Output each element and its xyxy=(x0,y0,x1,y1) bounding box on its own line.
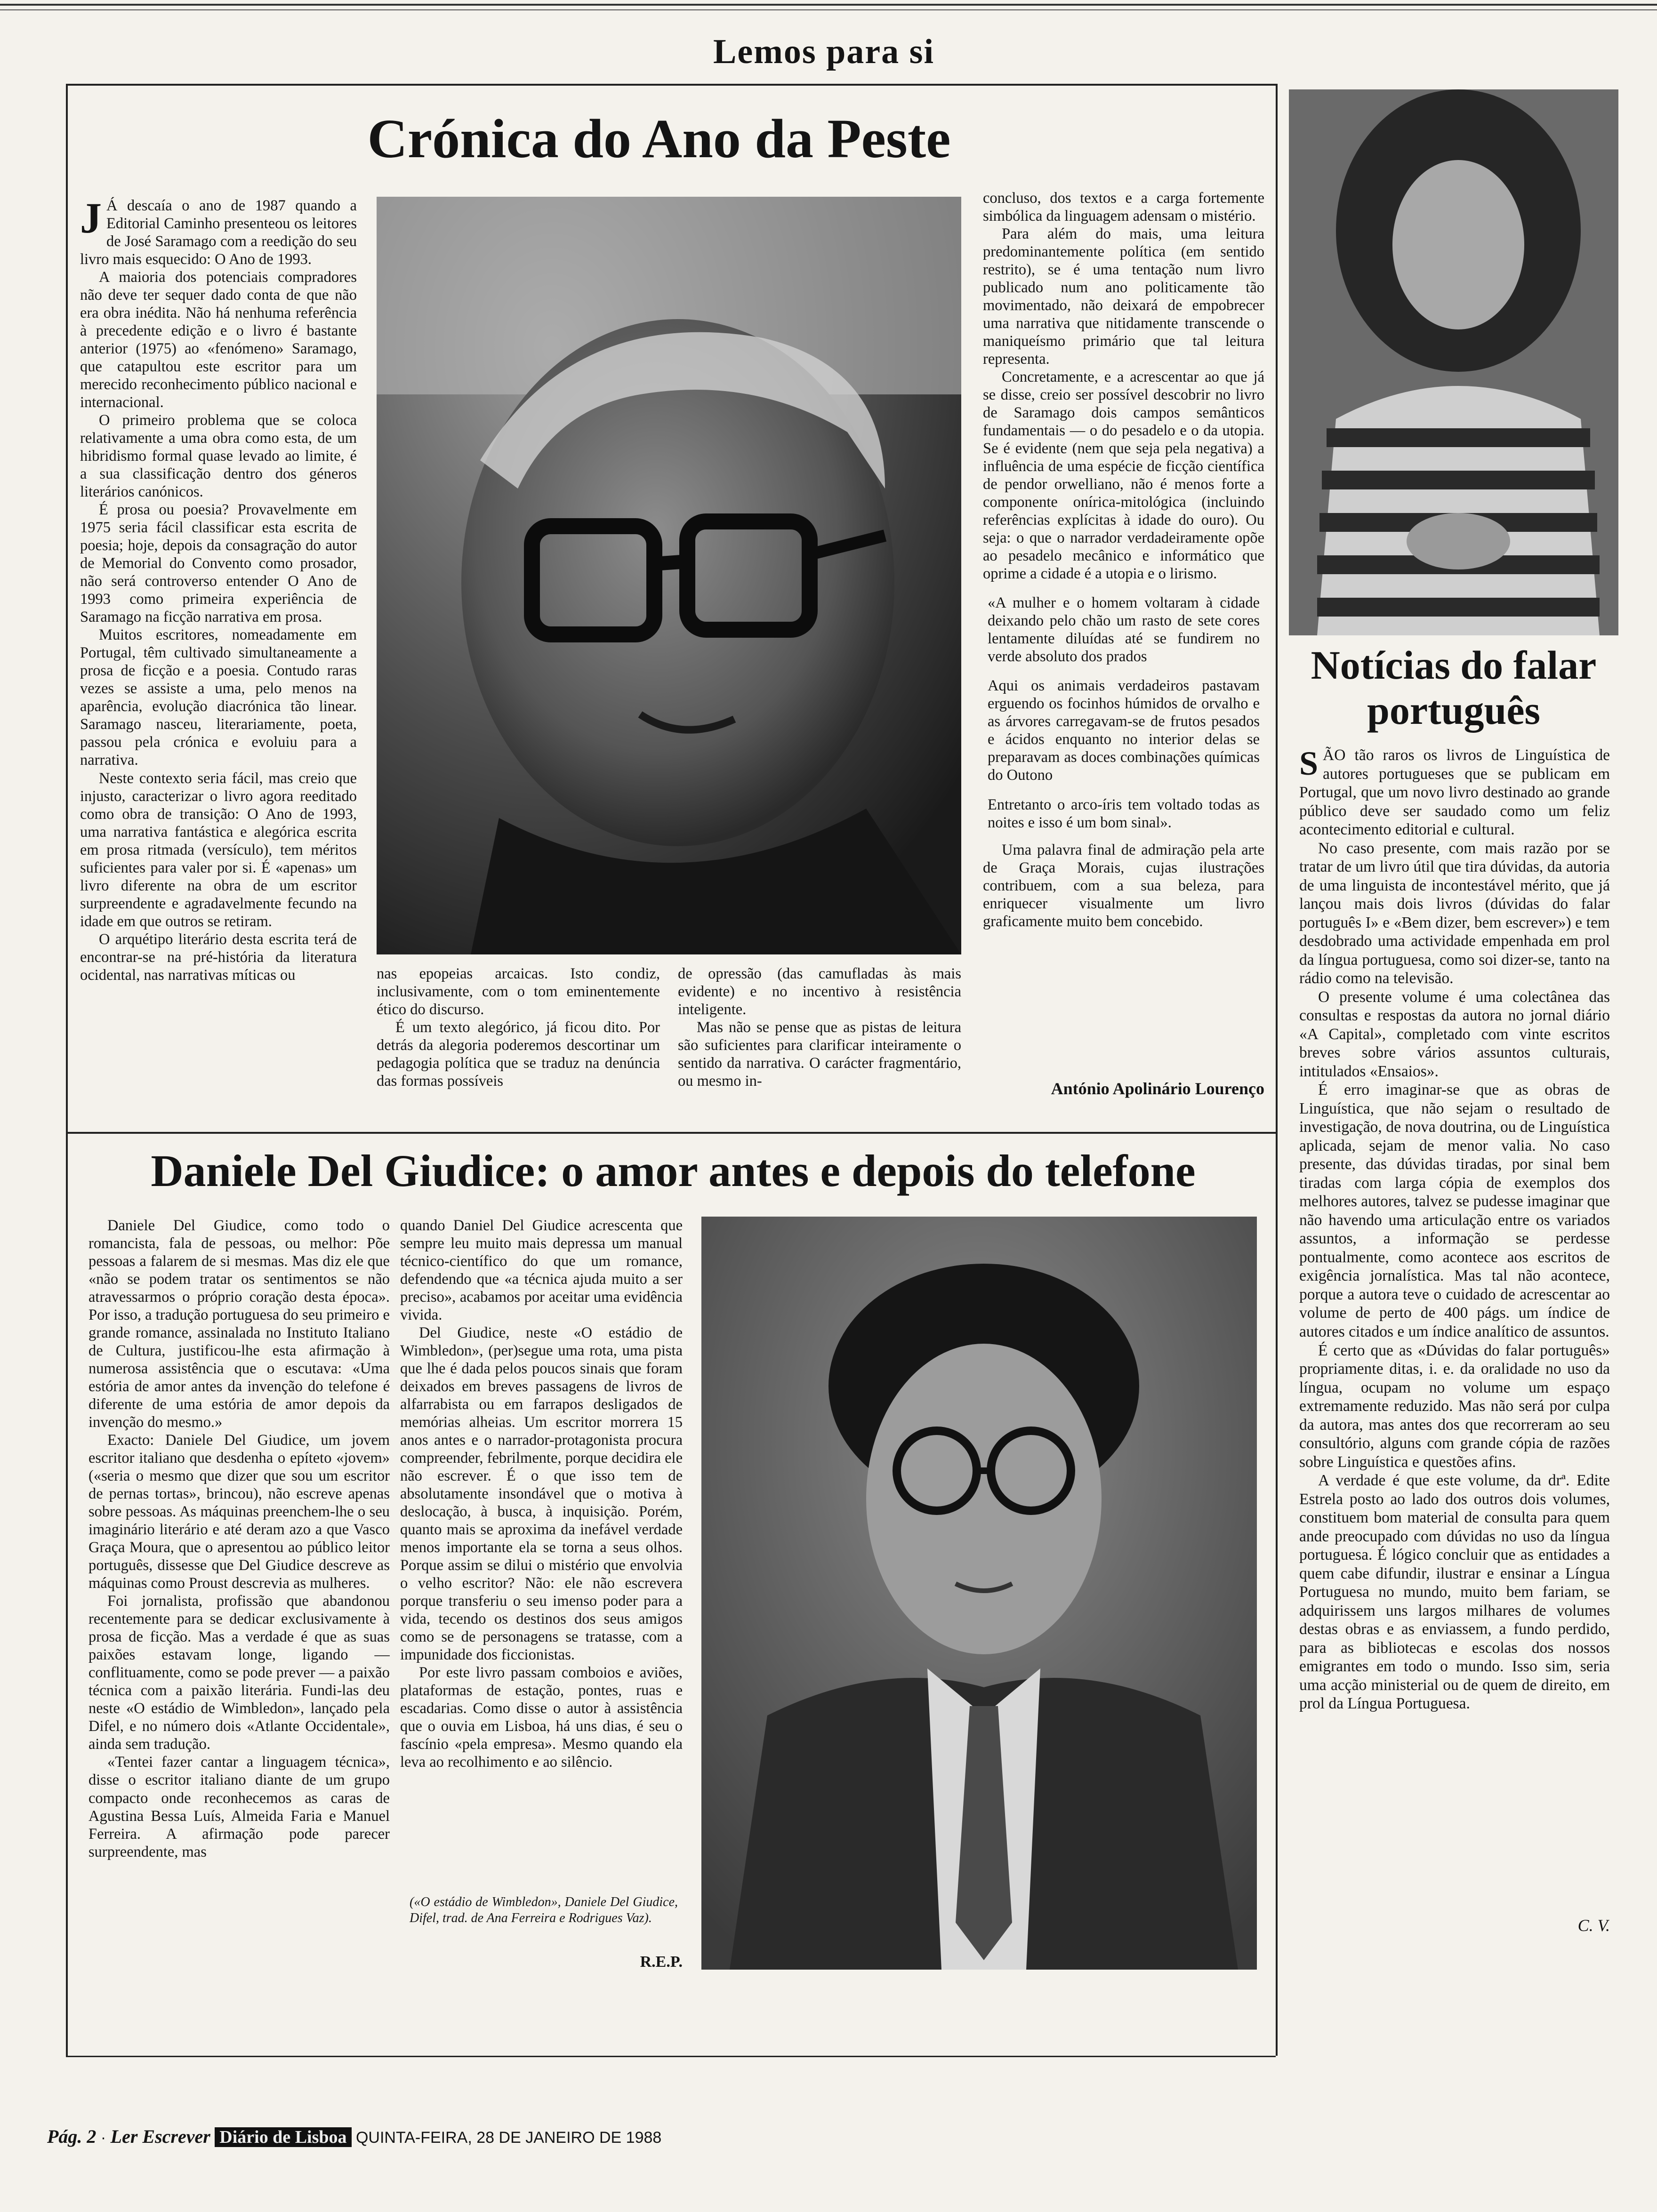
issue-date: QUINTA-FEIRA, 28 DE JANEIRO DE 1988 xyxy=(355,2129,662,2147)
drop-cap: S xyxy=(1299,746,1319,782)
quotation: Aqui os animais verdadeiros pastavam erguendo os focinhos húmidos de orvalho e as árvores carregavam-se de frutos pesados e ácidos enquanto no interior delas se preparavam as doces combinações químicas do Outono xyxy=(988,677,1260,784)
article1-column-4 xyxy=(983,189,1264,1074)
article1-headline: Crónica do Ano da Peste xyxy=(367,108,951,169)
article2-headline: Notícias do falar português xyxy=(1311,642,1597,733)
saramago-portrait-photo xyxy=(377,197,961,954)
paragraph: Neste contexto seria fácil, mas creio que injusto, caracterizar o livro agora reeditado como obra de transição: O Ano de 1993, uma narrativa fantástica e alegórica escrita em prosa ritmada (versículo), tem méritos suficientes para valer por si. É «apenas» um livro diferente na obra de um escritor surpreendente e agradavelmente fecundo na idade em que outros se retiram. xyxy=(80,769,357,930)
paragraph: É certo que as «Dúvidas do falar português» propriamente ditas, i. e. da oralidade no uso da língua, ocupam no volume um espaço extremamente reduzido. Mas não será por culpa da autora, mas antes dos que recorreram ao seu consultório, alguns com grande cópia de razões sobre Linguística e questões afins. xyxy=(1299,1341,1610,1471)
paragraph: Por este livro passam comboios e aviões, plataformas de estação, pontes, ruas e escadarias. Como disse o autor à assistência que o ouvia em Lisboa, há uns dias, é seu o fascínio «pela empresa». Mesmo quando ela leva ao recolhimento e ao silêncio. xyxy=(400,1664,683,1771)
paragraph: Mas não se pense que as pistas de leitura são suficientes para clarificar inteiramente o sentido da narrativa. O carácter fragmentário, ou mesmo in- xyxy=(678,1019,961,1090)
paragraph: O presente volume é uma colectânea das consultas e respostas da autora no jornal diário «A Capital», completado com vinte escritos breves sobre vários assuntos culturais, intitulados «Ensaios». xyxy=(1299,988,1610,1080)
paragraph: Daniele Del Giudice, como todo o romancista, fala de pessoas, ou melhor: Põe pessoas a falarem de si mesmas. Mas diz ele que «não se podem tratar os sentimentos se não atravessarmos o próprio coração desta época». Por isso, a tradução portuguesa do seu primeiro e grande romance, assinalada no Instituto Italiano de Cultura, justificou-lhe esta afirmação à numerosa assistência que o escutava: «Uma estória de amor antes da invenção do telefone é diferente de uma estória de amor depois da invenção do mesmo.» xyxy=(88,1217,390,1431)
paragraph: ÃO tão raros os livros de Linguística de autores portugueses que se publicam em Portugal, que um novo livro destinado ao grande público deve ser saudado como um feliz acontecimento editorial e cultural. xyxy=(1299,746,1610,839)
book-credit: («O estádio de Wimbledon», Daniele Del Giudice, Difel, trad. de Ana Ferreira e Rodrigues Vaz). xyxy=(410,1895,678,1925)
paragraph: É erro imaginar-se que as obras de Linguística, que não sejam o resultado de investigação, de nova doutrina, ou de Linguística aplicada, sejam de menor valia. No caso presente, das dúvidas tiradas, por sinal bem tiradas com larga cópia de exemplos dos melhores autores, talvez se pudesse imaginar que não havendo uma articulação entre os variados assuntos, a informação se perdesse pontualmente, como acontece aos escritos de exigência jornalística. Mas tal não acontece, porque a autora teve o cuidado de acrescentar ao volume de perto de 400 págs. um índice de autores citados e um índice analítico de assuntos. xyxy=(1299,1081,1610,1340)
frame-right-rule xyxy=(1276,84,1278,2056)
paragraph: A verdade é que este volume, da drª. Edite Estrela posto ao lado dos outros dois volumes, constituem bom material de consulta para quem ande preocupado com dúvidas no uso da língua portuguesa. É lógico concluir que as entidades a quem cabe difundir, ilustrar e ensinar a Língua Portuguesa no mundo, muito bem fariam, se adquirissem uns largos milhares de volumes destas obras e as enviassem, a fundo perdido, para as bibliotecas e escolas dos nossos emigrantes em todo o mundo. Isso sim, seria uma acção ministerial ou de quem de direito, em prol da Língua Portuguesa. xyxy=(1299,1472,1610,1713)
article2-initials: C. V. xyxy=(1577,1916,1610,1935)
masthead-logo: Diário de Lisboa xyxy=(215,2127,351,2147)
paragraph: «Tentei fazer cantar a linguagem técnica», disse o escritor italiano diante de um grupo compacto onde reconhecemos as caras de Agustina Bessa Luís, Almeida Faria e Manuel Ferreira. A afirmação pode parecer surpreendente, mas xyxy=(88,1754,390,1860)
paragraph: de opressão (das camufladas às mais evidente) e no incentivo à resistência inteligente. xyxy=(678,965,961,1018)
paragraph: quando Daniel Del Giudice acrescenta que sempre leu muito mais depressa um manual técnico-científico do que um romance, defendendo que «a técnica ajuda muito a ser preciso», acabamos por aceitar uma evidência vivida. xyxy=(400,1217,683,1324)
page-number: Pág. 2 xyxy=(47,2126,97,2147)
woman-portrait-illustration xyxy=(1289,89,1618,635)
article1-column-1 xyxy=(80,197,357,1126)
del-giudice-illustration xyxy=(701,1217,1257,1970)
paragraph: Muitos escritores, nomeadamente em Portugal, têm cultivado simultaneamente a prosa de ficção e a poesia. Contudo raras vezes se assiste a uma, pelo menos na aparência, evolução diacrónica tão linear. Saramago nasceu, literariamente, poeta, passou pela crónica e evoluiu para a narrativa. xyxy=(80,626,357,769)
frame-top-rule xyxy=(66,84,1276,86)
article-divider xyxy=(66,1132,1276,1134)
supplement-name: Ler Escrever xyxy=(110,2126,210,2147)
article3-column-2 xyxy=(400,1217,683,1890)
drop-cap: J xyxy=(80,197,102,242)
top-rule-thin xyxy=(0,9,1657,10)
article1-column-3 xyxy=(678,965,961,1125)
paragraph: A maioria dos potenciais compradores não deve ter sequer dado conta de que não era obra inédita. Não há nenhuma referência à precedente edição e o livro é bastante anterior (1975) ao «fenómeno» Saramago, que catapultou este escritor para um merecido reconhecimento público nacional e internacional. xyxy=(80,269,357,411)
paragraph: Foi jornalista, profissão que abandonou recentemente para se dedicar exclusivamente à prosa de ficção. Mas a verdade é que as suas paixões estavam longe, ligando — conflituamente, como se pode prever — a paixão técnica com a paixão literária. Fundi-las deu neste «O estádio de Wimbledon», lançado pela Difel, e no número dois «Atlante Occidentale», ainda sem tradução. xyxy=(88,1593,390,1753)
paragraph: O arquétipo literário desta escrita terá de encontrar-se na pré-história da literatura ocidental, nas narrativas míticas ou xyxy=(80,930,357,984)
del-giudice-portrait-photo xyxy=(701,1217,1257,1970)
paragraph: É um texto alegórico, já ficou dito. Por detrás da alegoria poderemos descortinar um pedagogia política que se traduz na denúncia das formas possíveis xyxy=(377,1019,660,1090)
article1-column-2 xyxy=(377,965,660,1125)
top-rule xyxy=(0,4,1657,6)
woman-portrait-photo xyxy=(1289,89,1618,635)
portrait-illustration xyxy=(377,197,961,954)
paragraph: Del Giudice, neste «O estádio de Wimbledon», (per)segue uma rota, uma pista que lhe é dada pelos poucos sinais que foram deixados em breves passagens de livros de alfarrabista ou em farrapos desligados de memórias alheias. Um escritor morrera 15 anos antes e o narrador-protagonista procura compreender, febrilmente, porque decidira ele não escrever. É o que isso tem de absolutamente insondável que o motiva à deslocação, à busca, à inquisição. Porém, quanto mais se aproxima da inefável verdade menos importante ela se torna a seus olhos. Porque assim se dilui o mistério que envolvia o velho escritor? Não: ele não escrevera porque transferiu o seu imenso poder para a vida, tecendo os destinos dos seus amigos como se de personagens se tratasse, com a impunidade dos ficcionistas. xyxy=(400,1324,683,1664)
frame-bottom-rule xyxy=(66,2056,1276,2057)
paragraph: É prosa ou poesia? Provavelmente em 1975 seria fácil classificar esta escrita de poesia; hoje, depois da consagração do autor de Memorial do Convento como prosador, não será controverso entender O Ano de 1993 como primeira experiência de Saramago na ficção narrativa em prosa. xyxy=(80,501,357,626)
paragraph: concluso, dos textos e a carga fortemente simbólica da linguagem adensam o mistério. xyxy=(983,190,1264,225)
paragraph: O primeiro problema que se coloca relativamente a uma obra como esta, de um hibridismo formal quase levado ao limite, é a sua classificação dentro dos géneros literários canónicos. xyxy=(80,412,357,501)
paragraph: nas epopeias arcaicas. Isto condiz, inclusivamente, com o tom eminentemente ético do discurso. xyxy=(377,965,660,1018)
paragraph: Para além do mais, uma leitura predominantemente política (em sentido restrito), se é uma tentação num livro publicado num ano politicamente tão movimentado, não deixará de empobrecer uma narrativa que nitidamente transcende o maniqueísmo primário que tal leitura representa. xyxy=(983,225,1264,368)
page-footer: Pág. 2 · Ler Escrever Diário de Lisboa QUINTA-FEIRA, 28 DE JANEIRO DE 1988 xyxy=(47,2126,662,2147)
article3-column-1 xyxy=(88,1217,390,2050)
article1-byline: António Apolinário Lourenço xyxy=(1051,1079,1264,1098)
frame-left-rule xyxy=(66,84,68,2056)
article3-initials: R.E.P. xyxy=(640,1953,683,1971)
article3-headline: Daniele Del Giudice: o amor antes e depois do telefone xyxy=(151,1146,1196,1196)
paragraph: Uma palavra final de admiração pela arte de Graça Morais, cujas ilustrações contribuem, com a sua beleza, para enriquecer visualmente um livro graficamente muito bem concebido. xyxy=(983,841,1264,930)
paragraph: Á descaía o ano de 1987 quando a Editorial Caminho presenteou os leitores de José Saramago com a reedição do seu livro mais esquecido: O Ano de 1993. xyxy=(80,197,357,268)
article2-body xyxy=(1299,746,1610,1880)
paragraph: Exacto: Daniele Del Giudice, um jovem escritor italiano que desdenha o epíteto «jovem» («seria o mesmo que dizer que sou um escritor de pernas tortas», brincou), não escreve apenas sobre pessoas. As máquinas preenchem-lhe o seu imaginário literário e até deram azo a que Vasco Graça Moura, que o apresentou ao público leitor português, dissesse que Del Giudice descreve as máquinas como Proust descrevia as mulheres. xyxy=(88,1432,390,1592)
paragraph: Concretamente, e a acrescentar ao que já se disse, creio ser possível descobrir no livro de Saramago dois campos semânticos fundamentais — o do pesadelo e o da utopia. Se é evidente (nem que seja pela negativa) a influência de uma espécie de ficção científica de pendor orwelliano, não é menos forte a componente onírica-mitológica (incluindo referências explícitas à idade do ouro). Ou seja: o que o narrador verdadeiramente opõe ao pesadelo mecânico e informático que oprime a cidade é a utopia e o lirismo. xyxy=(983,369,1264,583)
quotation: «A mulher e o homem voltaram à cidade deixando pelo chão um rasto de sete cores lentamente diluídas até se fundirem no verde absoluto dos prados xyxy=(988,594,1260,665)
section-title: Lemos para si xyxy=(713,32,934,71)
quotation: Entretanto o arco-íris tem voltado todas as noites e isso é um bom sinal». xyxy=(988,796,1260,831)
paragraph: No caso presente, com mais razão por se tratar de um livro útil que tira dúvidas, da autoria de uma linguista de incontestável mérito, que já lançou mais dois livros (dúvidas do falar português I» e «Bem dizer, bem escrever») e tem desdobrado uma actividade empenhada em prol da língua portuguesa, como soi dizer-se, tanto na rádio como na televisão. xyxy=(1299,839,1610,987)
